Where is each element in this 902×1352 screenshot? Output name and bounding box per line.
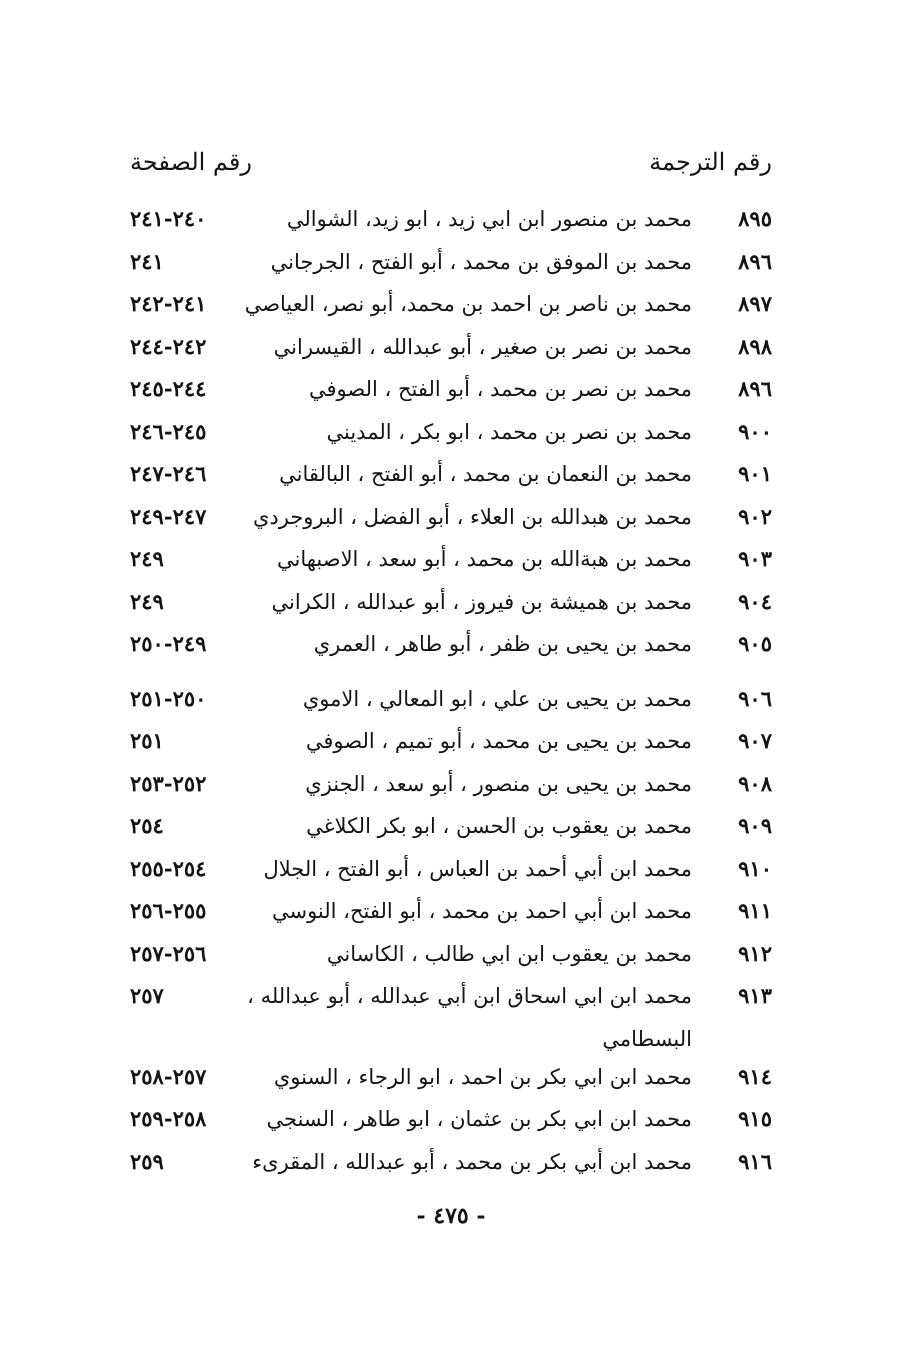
entry-pages: ٢٤٤-٢٤٥ — [130, 376, 207, 401]
entry-pages: ٢٤٧-٢٤٩ — [130, 503, 207, 529]
entry-pages: ٢٥٧-٢٥٨ — [130, 1063, 207, 1089]
index-entry — [130, 1058, 772, 1101]
entry-name: محمد بن ناصر بن احمد بن محمد، أبو نصر، العياصي — [244, 292, 692, 316]
index-entry — [130, 722, 772, 765]
index-entry-continuation — [130, 1020, 772, 1058]
entry-pages: ٢٥٩ — [130, 1148, 164, 1174]
entry-number: ٩٠٦ — [738, 685, 772, 711]
entry-name: محمد ابن ابي بكر بن عثمان ، ابو طاهر ، السنجي — [266, 1107, 692, 1131]
entry-number: ٨٩٥ — [738, 206, 772, 231]
entry-pages: ٢٥٧ — [130, 983, 164, 1008]
entry-pages: ٢٤٩ — [130, 588, 164, 614]
entry-name: محمد بن نصر بن محمد ، ابو بكر ، المديني — [326, 419, 692, 444]
entry-name: محمد بن هبدالله بن العلاء ، أبو الفضل ، البروجردي — [252, 504, 692, 529]
entry-name: محمد ابن أبي بكر بن محمد ، أبو عبدالله ، المقرىء — [252, 1149, 692, 1174]
entry-pages: ٢٤١ — [130, 248, 164, 274]
entry-number: ٨٩٨ — [738, 333, 772, 359]
index-entry — [130, 1143, 772, 1186]
entry-number: ٩١٦ — [738, 1148, 772, 1174]
entry-number: ٩٠٤ — [738, 588, 772, 614]
entry-number: ٩١٢ — [738, 940, 772, 966]
entry-pages: ٢٥١ — [130, 728, 164, 753]
entry-pages: ٢٤٠-٢٤١ — [130, 206, 207, 231]
index-entry — [130, 328, 772, 371]
index-entry — [130, 285, 772, 328]
index-entry — [130, 807, 772, 850]
entry-pages: ٢٥٢-٢٥٣ — [130, 770, 207, 796]
entry-name: محمد بن النعمان بن محمد ، أبو الفتح ، البالقاني — [279, 462, 692, 486]
entry-pages: ٢٤٦-٢٤٧ — [130, 461, 207, 486]
entry-number: ٩٠١ — [738, 461, 772, 486]
entry-pages: ٢٤١-٢٤٢ — [130, 291, 207, 316]
entry-number: ٩٠٥ — [738, 631, 772, 656]
entry-pages: ٢٥٤-٢٥٥ — [130, 855, 207, 881]
entry-pages: ٢٥٨-٢٥٩ — [130, 1106, 207, 1131]
entry-name: محمد بن يعقوب ابن ابي طالب ، الكاساني — [326, 941, 692, 966]
page-number-heading: رقم الصفحة — [130, 148, 252, 176]
index-entry — [130, 977, 772, 1020]
entry-pages: ٢٥٠-٢٥١ — [130, 685, 207, 711]
entry-number: ٩٠٨ — [738, 770, 772, 796]
entry-pages: ٢٤٢-٢٤٤ — [130, 333, 207, 359]
entry-number: ٩١٣ — [738, 983, 772, 1008]
entry-number: ٩١٥ — [738, 1106, 772, 1131]
entry-name: محمد ابن ابي اسحاق ابن أبي عبدالله ، أبو عبدالله ، — [247, 984, 692, 1008]
entry-number: ٨٩٦ — [738, 248, 772, 274]
entry-name: محمد ابن أبي احمد بن محمد ، أبو الفتح، النوسي — [271, 899, 692, 923]
entry-number: ٩٠٧ — [738, 728, 772, 753]
index-entry — [130, 413, 772, 456]
entry-name: محمد ابن أبي أحمد بن العباس ، أبو الفتح ، الجلال — [263, 856, 692, 881]
index-entry — [130, 583, 772, 626]
entry-name: محمد بن هبةالله بن محمد ، أبو سعد ، الاصبهاني — [276, 547, 692, 571]
entry-name: محمد بن يعقوب بن الحسن ، ابو بكر الكلاغي — [306, 814, 692, 838]
entry-name: محمد بن هميشة بن فيروز ، أبو عبدالله ، الكراني — [271, 589, 692, 614]
entry-name: محمد بن الموفق بن محمد ، أبو الفتح ، الجرجاني — [270, 249, 692, 274]
entry-name: البسطامي — [602, 1026, 692, 1051]
entry-name: محمد بن يحيى بن ظفر ، أبو طاهر ، العمري — [313, 632, 692, 656]
entry-number: ٩٠٠ — [738, 418, 772, 444]
translation-number-heading: رقم الترجمة — [649, 148, 772, 176]
entry-name: محمد ابن ابي بكر بن احمد ، ابو الرجاء ، السنوي — [273, 1064, 692, 1089]
entry-number: ٩٠٣ — [738, 546, 772, 571]
entry-name: محمد بن يحيى بن محمد ، أبو تميم ، الصوفي — [305, 729, 692, 753]
index-entry — [130, 1100, 772, 1143]
entry-pages: ٢٥٥-٢٥٦ — [130, 898, 207, 923]
entry-number: ٩٠٢ — [738, 503, 772, 529]
index-entry — [130, 625, 772, 668]
index-entry — [130, 498, 772, 541]
index-entries — [130, 200, 772, 1185]
entry-pages: ٢٥٦-٢٥٧ — [130, 940, 207, 966]
entry-name: محمد بن نصر بن محمد ، أبو الفتح ، الصوفي — [309, 377, 692, 401]
index-entry — [130, 370, 772, 413]
entry-name: محمد بن منصور ابن ابي زيد ، ابو زيد، الشوالي — [286, 207, 692, 231]
index-entry — [130, 243, 772, 286]
entry-number: ٩١٤ — [738, 1063, 772, 1089]
index-entry — [130, 850, 772, 893]
index-entry — [130, 455, 772, 498]
entry-number: ٨٩٦ — [738, 376, 772, 401]
index-entry — [130, 200, 772, 243]
index-entry — [130, 540, 772, 583]
entry-number: ٩١١ — [738, 898, 772, 923]
entry-name: محمد بن نصر بن صغير ، أبو عبدالله ، القيسراني — [273, 334, 692, 359]
entry-number: ٨٩٧ — [738, 291, 772, 316]
index-entry — [130, 892, 772, 935]
entry-number: ٩١٠ — [738, 855, 772, 881]
page-footer-number: - ٤٧٥ - — [416, 1203, 486, 1229]
entry-pages: ٢٤٩ — [130, 546, 164, 571]
entry-pages: ٢٤٥-٢٤٦ — [130, 418, 207, 444]
entry-name: محمد بن يحيى بن علي ، ابو المعالي ، الاموي — [302, 686, 692, 711]
entry-name: محمد بن يحيى بن منصور ، أبو سعد ، الجنزي — [305, 771, 692, 796]
index-entry — [130, 765, 772, 808]
entry-number: ٩٠٩ — [738, 813, 772, 838]
index-entry — [130, 935, 772, 978]
index-entry — [130, 680, 772, 723]
entry-pages: ٢٤٩-٢٥٠ — [130, 631, 207, 656]
entry-pages: ٢٥٤ — [130, 813, 164, 838]
